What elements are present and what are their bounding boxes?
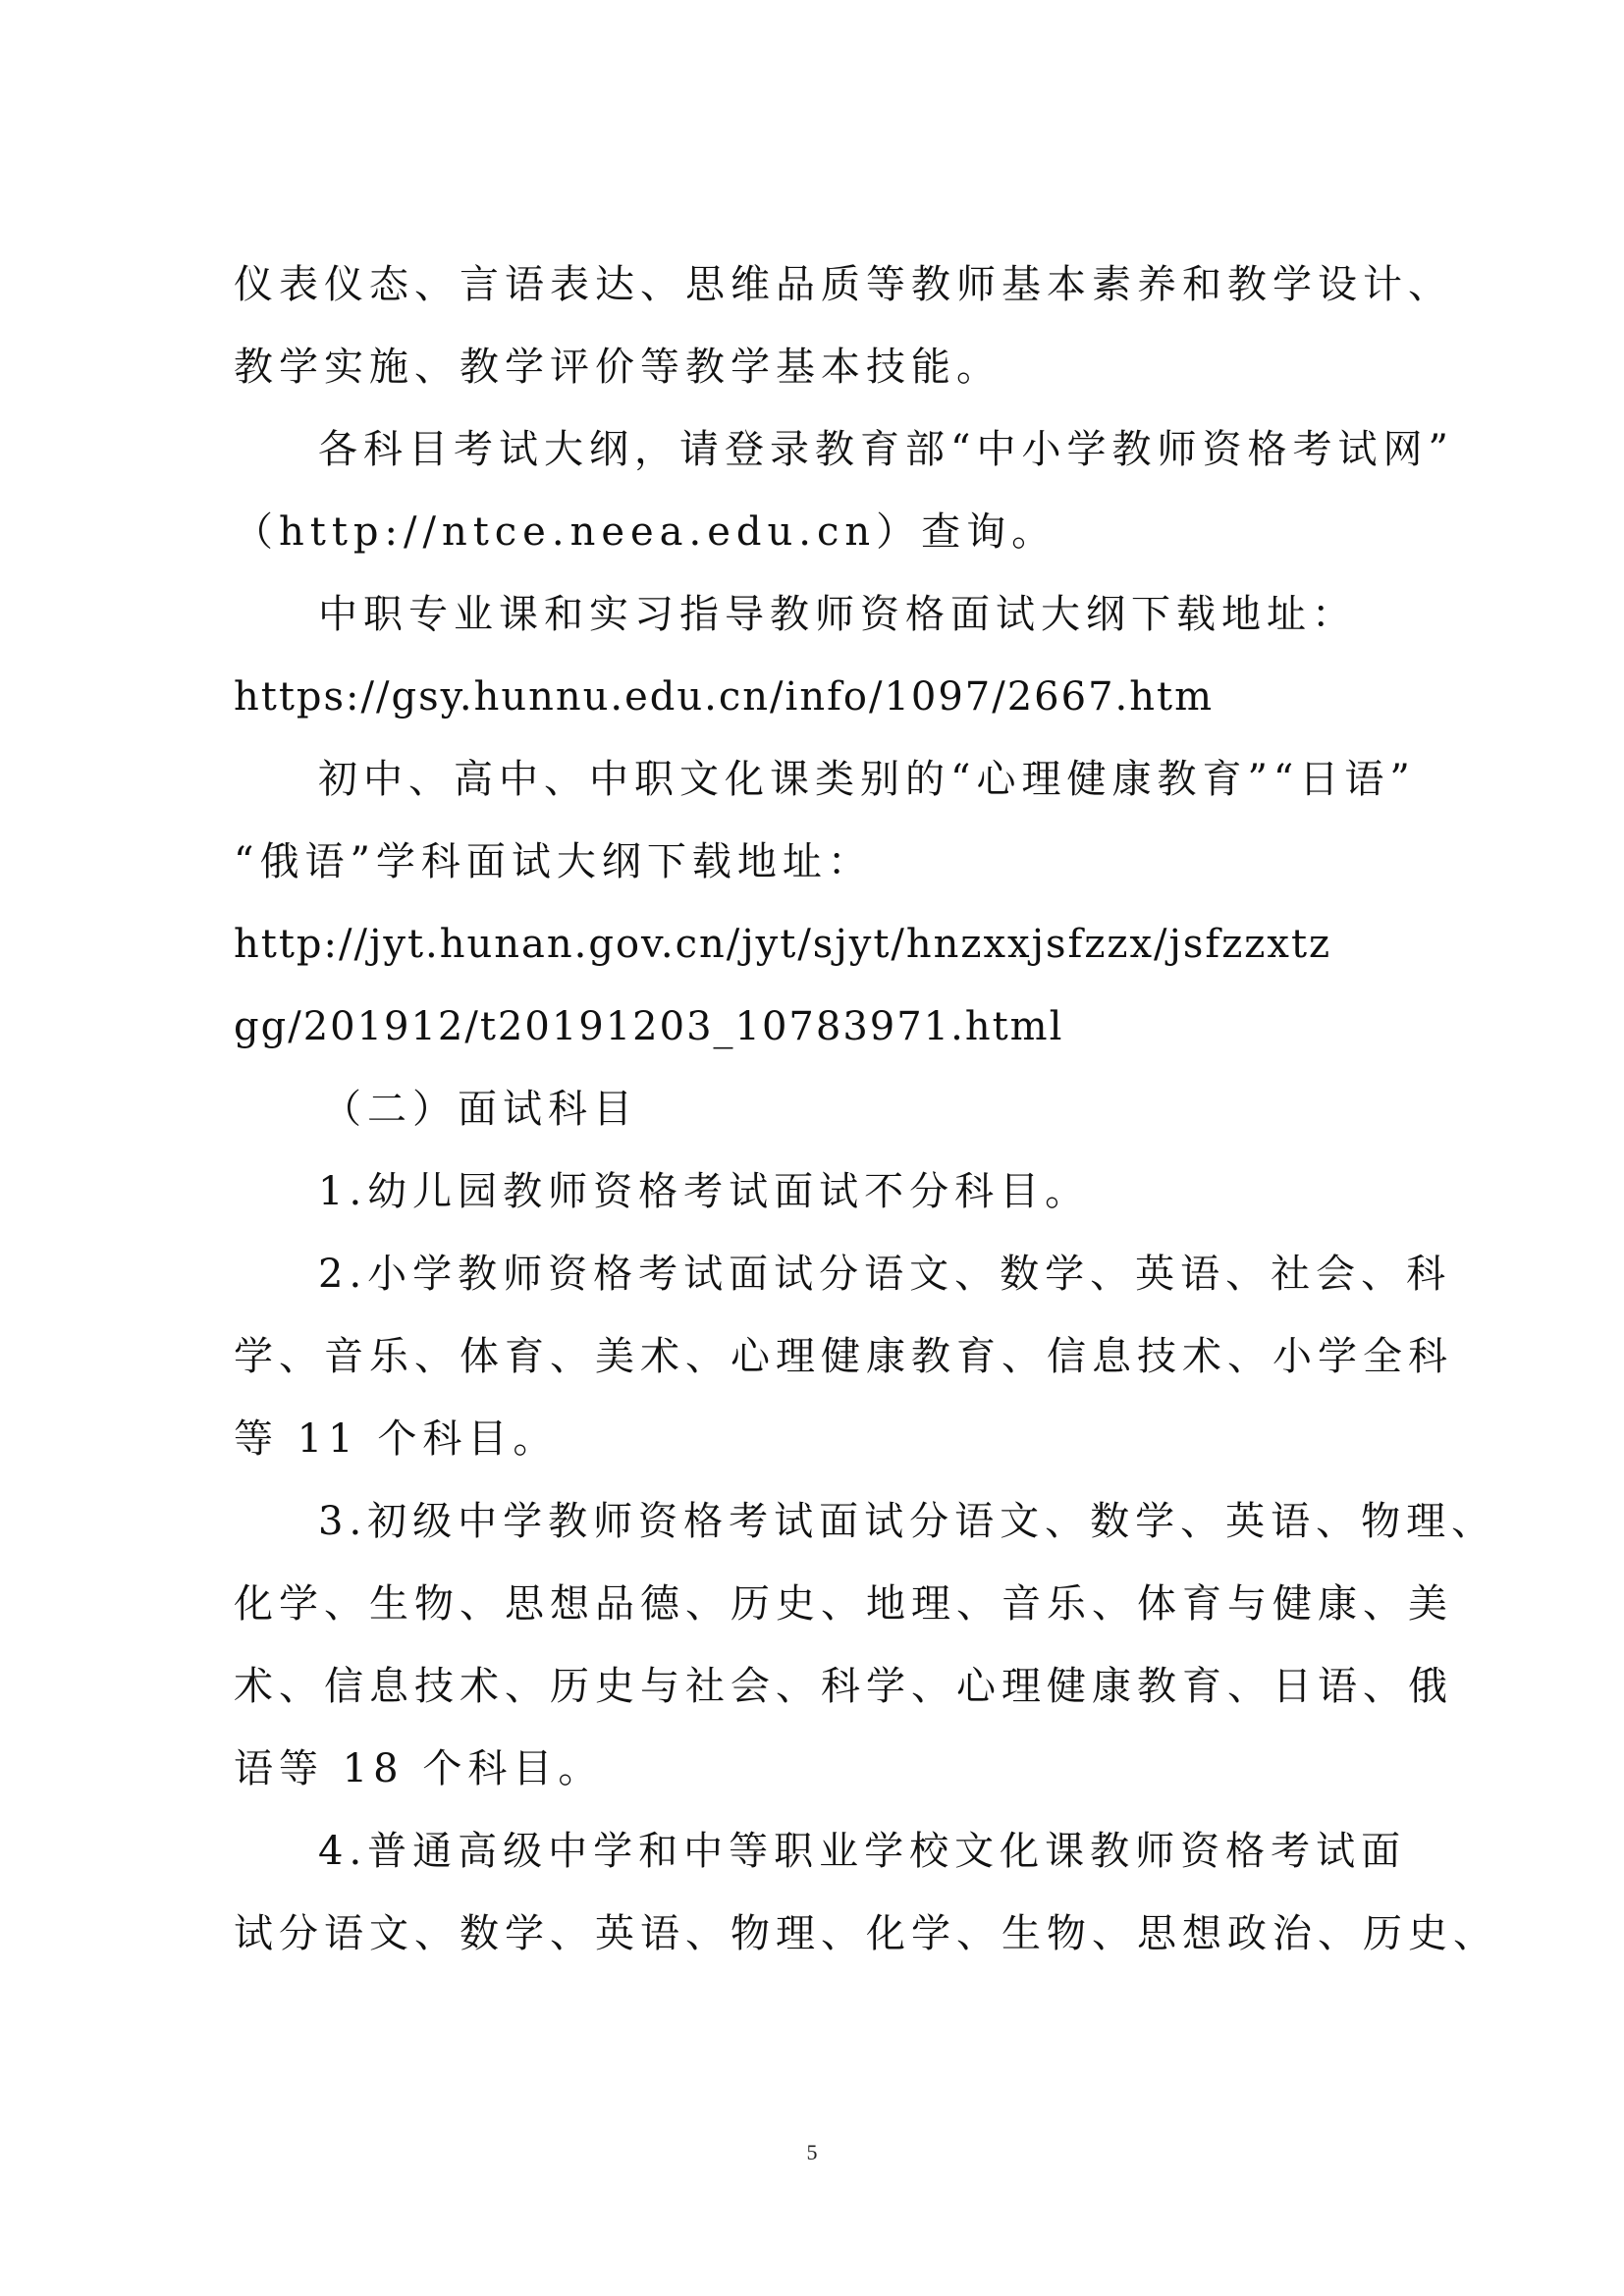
paragraph-line: 化学、生物、思想品德、历史、地理、音乐、体育与健康、美 [234,1581,1453,1627]
paragraph-line: 4.普通高级中学和中等职业学校文化课教师资格考试面 [318,1829,1407,1874]
paragraph-line: 仪表仪态、言语表达、思维品质等教师基本素养和教学设计、 [234,262,1453,307]
paragraph-line: 1.幼儿园教师资格考试面试不分科目。 [318,1169,1091,1214]
download-link-text: http://jyt.hunan.gov.cn/jyt/sjyt/hnzxxjsfzzx/jsfzzxtz [234,922,1332,967]
paragraph-line: （http://ntce.neea.edu.cn）查询。 [234,509,1057,555]
download-link-text: https://gsy.hunnu.edu.cn/info/1097/2667.htm [234,674,1214,720]
paragraph-line: “俄语”学科面试大纲下载地址： [234,839,873,884]
download-link-text: gg/201912/t20191203_10783971.html [234,1004,1064,1049]
paragraph-line: 学、音乐、体育、美术、心理健康教育、信息技术、小学全科 [234,1334,1453,1379]
paragraph-line: 试分语文、数学、英语、物理、化学、生物、思想政治、历史、 [234,1911,1498,1956]
section-heading: （二）面试科目 [322,1087,638,1132]
paragraph-line: 各科目考试大纲，请登录教育部“中小学教师资格考试网” [318,427,1454,472]
paragraph-line: 教学实施、教学评价等教学基本技能。 [234,345,1001,390]
paragraph-line: 语等 18 个科目。 [234,1746,604,1791]
paragraph-line: 2.小学教师资格考试面试分语文、数学、英语、社会、科 [318,1252,1452,1297]
paragraph-line: 中职专业课和实习指导教师资格面试大纲下载地址： [318,592,1357,637]
paragraph-line: 术、信息技术、历史与社会、科学、心理健康教育、日语、俄 [234,1664,1453,1709]
paragraph-line: 初中、高中、中职文化课类别的“心理健康教育”“日语” [318,757,1416,802]
paragraph-line: 等 11 个科目。 [234,1416,559,1462]
page-number: 5 [806,2140,818,2164]
document-body [234,243,1498,1975]
paragraph-line: 3.初级中学教师资格考试面试分语文、数学、英语、物理、 [318,1499,1497,1544]
